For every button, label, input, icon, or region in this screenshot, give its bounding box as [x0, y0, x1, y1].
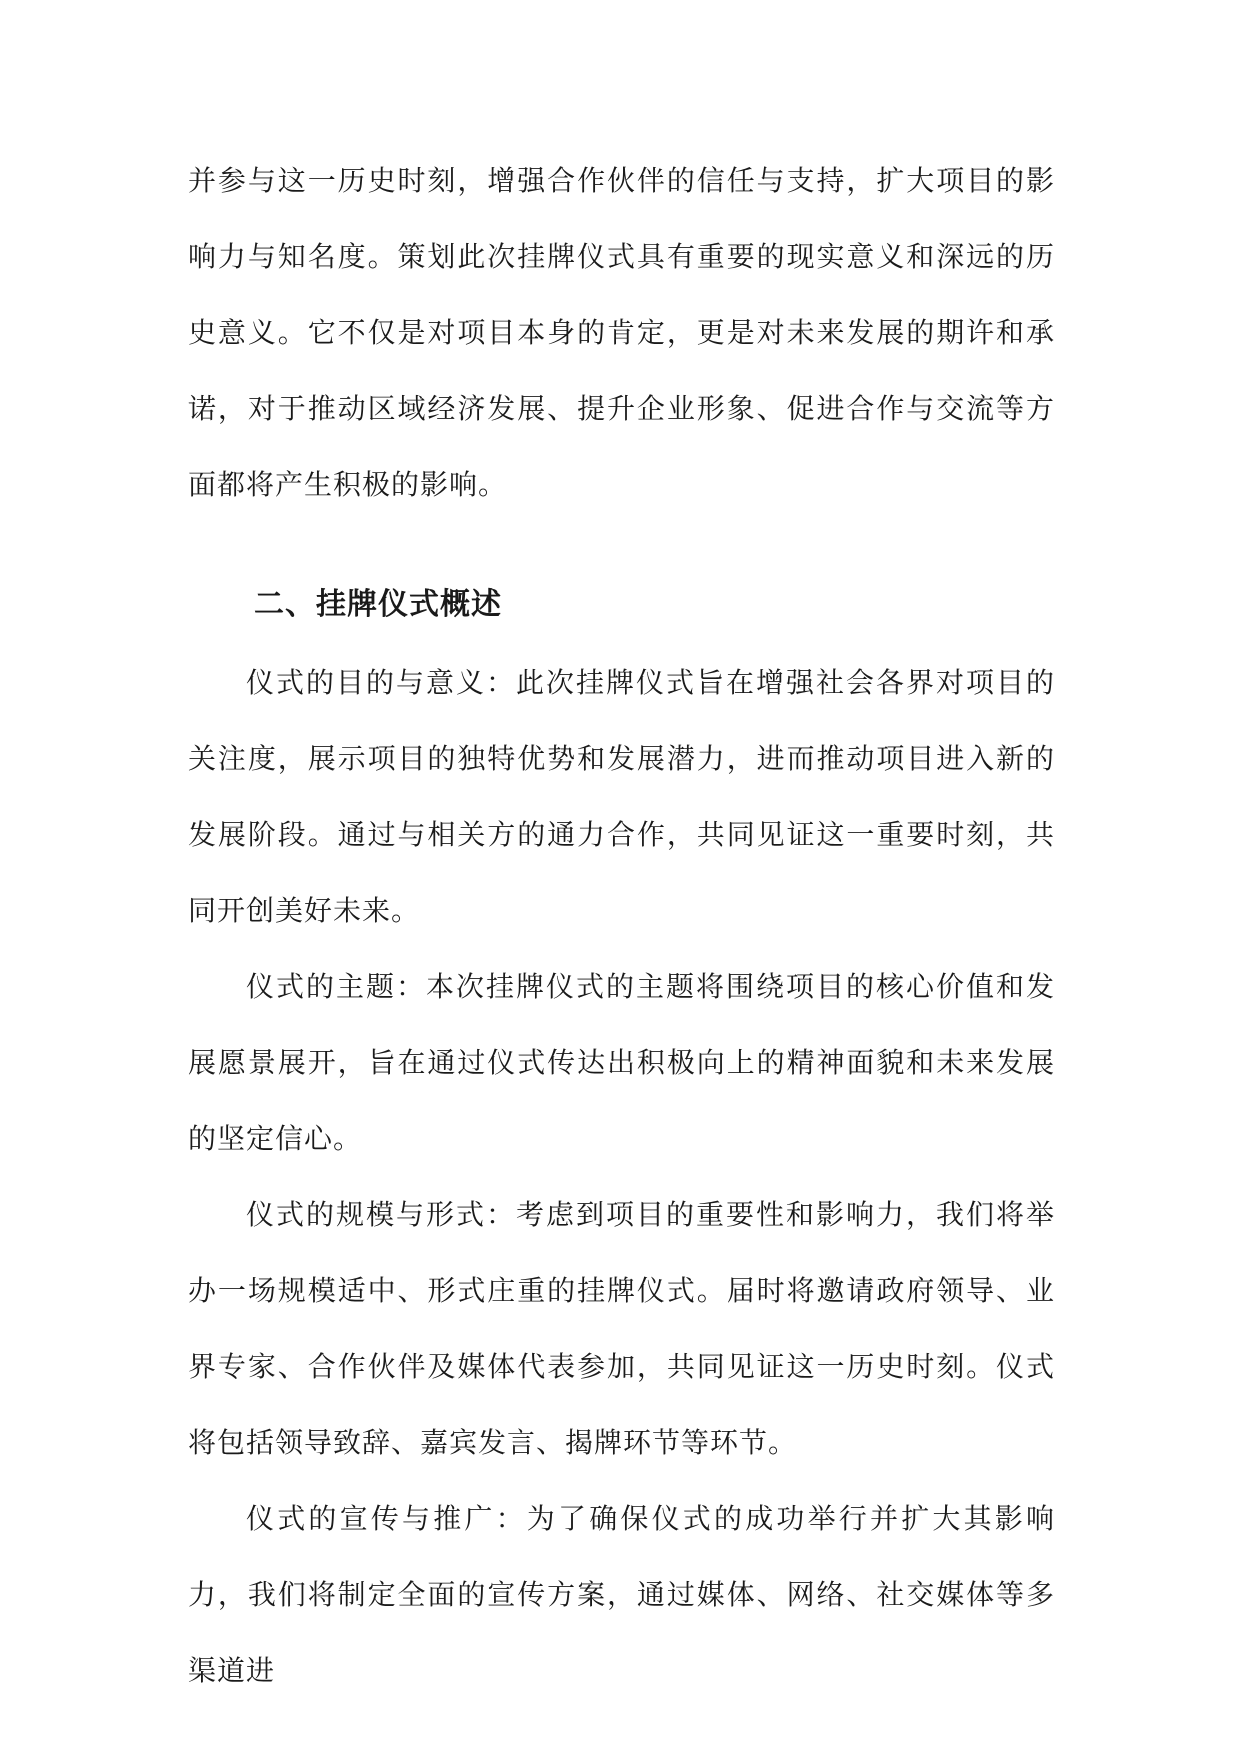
paragraph-promotion: 仪式的宣传与推广：为了确保仪式的成功举行并扩大其影响力，我们将制定全面的宣传方案，通过媒体、网络、社交媒体等多渠道进	[188, 1502, 1055, 1687]
paragraph-theme: 仪式的主题：本次挂牌仪式的主题将围绕项目的核心价值和发展愿景展开，旨在通过仪式传达出积极向上的精神面貌和未来发展的坚定信心。	[188, 970, 1055, 1155]
section-heading: 二、挂牌仪式概述	[254, 587, 502, 622]
paragraph-purpose: 仪式的目的与意义：此次挂牌仪式旨在增强社会各界对项目的关注度，展示项目的独特优势和发展潜力，进而推动项目进入新的发展阶段。通过与相关方的通力合作，共同见证这一重要时刻，共同开创美好未来。	[188, 666, 1055, 927]
document-body	[188, 143, 1055, 1709]
paragraph-scale: 仪式的规模与形式：考虑到项目的重要性和影响力，我们将举办一场规模适中、形式庄重的挂牌仪式。届时将邀请政府领导、业界专家、合作伙伴及媒体代表参加，共同见证这一历史时刻。仪式将包括领导致辞、嘉宾发言、揭牌环节等环节。	[188, 1198, 1055, 1459]
intro-paragraph: 并参与这一历史时刻，增强合作伙伴的信任与支持，扩大项目的影响力与知名度。策划此次挂牌仪式具有重要的现实意义和深远的历史意义。它不仅是对项目本身的肯定，更是对未来发展的期许和承诺，对于推动区域经济发展、提升企业形象、促进合作与交流等方面都将产生积极的影响。	[188, 164, 1055, 501]
